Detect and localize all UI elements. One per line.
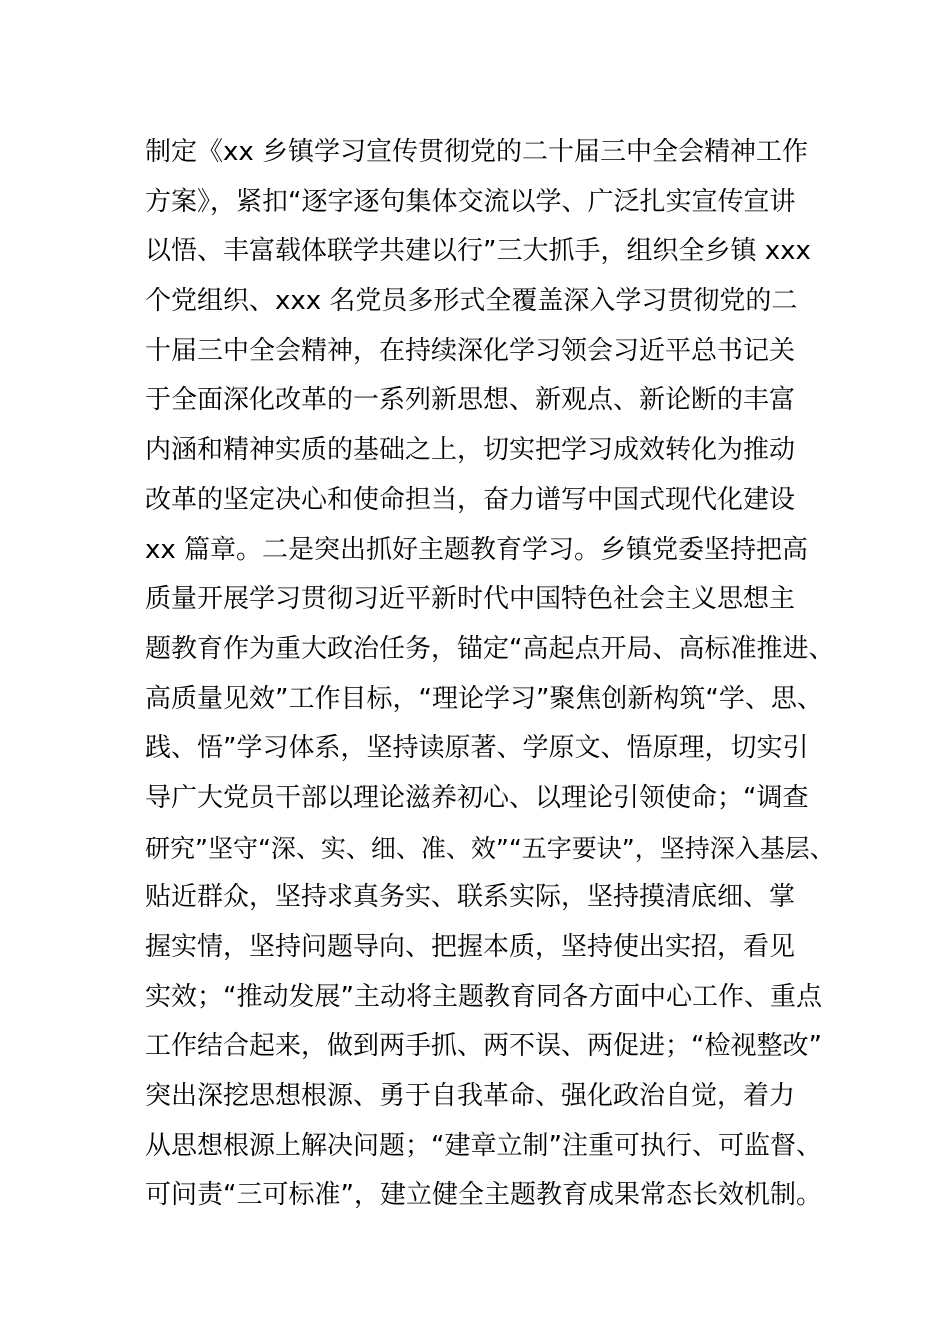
text-line-6: 于全面深化改革的一系列新思想、新观点、新论断的丰富 xyxy=(145,385,796,416)
text-line-15: 研究”坚守“深、实、细、准、效”“五字要诀”，坚持深入基层、 xyxy=(145,833,835,863)
text-line-1: 制定《xx 乡镇学习宣传贯彻党的二十届三中全会精神工作 xyxy=(145,137,809,167)
text-line-20: 突出深挖思想根源、勇于自我革命、强化政治自觉，着力 xyxy=(145,1081,796,1112)
text-line-9: xx 篇章。二是突出抓好主题教育学习。乡镇党委坚持把高 xyxy=(145,534,809,565)
text-line-7: 内涵和精神实质的基础之上，切实把学习成效转化为推动 xyxy=(145,435,796,466)
text-line-2: 方案》，紧扣“逐字逐句集体交流以学、广泛扎实宣传宣讲 xyxy=(145,186,796,217)
body-paragraph xyxy=(145,128,845,1221)
text-line-10: 质量开展学习贯彻习近平新时代中国特色社会主义思想主 xyxy=(145,584,796,615)
text-line-11: 题教育作为重大政治任务，锚定“高起点开局、高标准推进、 xyxy=(145,633,835,664)
text-line-14: 导广大党员干部以理论滋养初心、以理论引领使命；“调查 xyxy=(145,782,809,813)
text-line-16: 贴近群众，坚持求真务实、联系实际，坚持摸清底细、掌 xyxy=(145,882,796,913)
text-line-17: 握实情，坚持问题导向、把握本质，坚持使出实招，看见 xyxy=(145,932,796,962)
text-line-4: 个党组织、xxx 名党员多形式全覆盖深入学习贯彻党的二 xyxy=(145,286,798,317)
text-line-22: 可问责“三可标准”，建立健全主题教育成果常态长效机制。 xyxy=(145,1180,822,1211)
text-line-19: 工作结合起来，做到两手抓、两不误、两促进；“检视整改” xyxy=(145,1031,822,1062)
text-line-3: 以悟、丰富载体联学共建以行”三大抓手，组织全乡镇 xxx xyxy=(145,236,811,267)
text-line-12: 高质量见效”工作目标，“理论学习”聚焦创新构筑“学、思、 xyxy=(145,683,823,714)
text-line-5: 十届三中全会精神，在持续深化学习领会习近平总书记关 xyxy=(145,335,796,366)
text-line-8: 改革的坚定决心和使命担当，奋力谱写中国式现代化建设 xyxy=(145,484,796,515)
text-line-21: 从思想根源上解决问题；“建章立制”注重可执行、可监督、 xyxy=(145,1130,822,1161)
text-line-13: 践、悟”学习体系，坚持读原著、学原文、悟原理，切实引 xyxy=(145,733,809,764)
text-line-18: 实效；“推动发展”主动将主题教育同各方面中心工作、重点 xyxy=(145,981,822,1012)
